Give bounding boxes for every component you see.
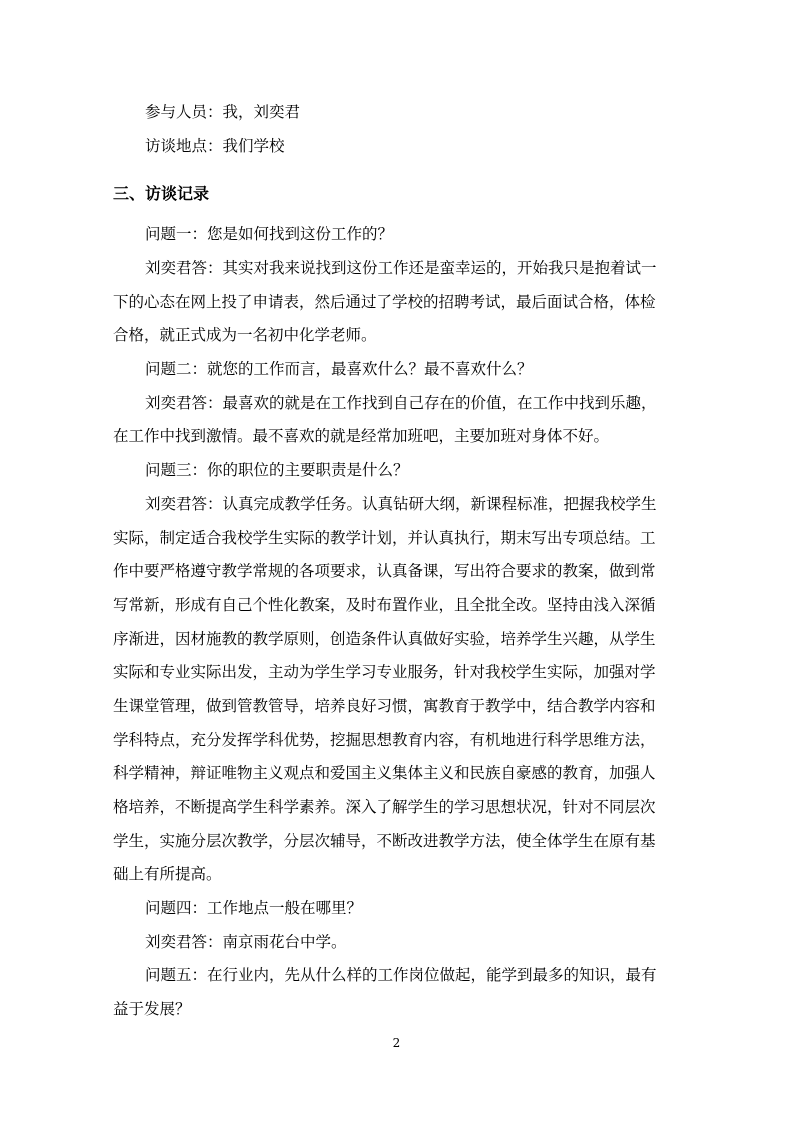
answer-3-line-4: 写常新，形成有自己个性化教案，及时布置作业，且全批全改。坚持由浅入深循 bbox=[113, 596, 656, 614]
question-2: 问题二：就您的工作而言，最喜欢什么？最不喜欢什么？ bbox=[145, 360, 533, 378]
answer-1-line-3: 合格，就正式成为一名初中化学老师。 bbox=[113, 326, 377, 344]
answer-3-line-8: 学科特点，充分发挥学科优势，挖掘思想教育内容，有机地进行科学思维方法， bbox=[113, 731, 656, 749]
answer-3-line-9: 科学精神，辩证唯物主义观点和爱国主义集体主义和民族自豪感的教育，加强人 bbox=[113, 764, 656, 782]
question-5-line-1: 问题五：在行业内，先从什么样的工作岗位做起，能学到最多的知识，最有 bbox=[145, 966, 657, 984]
answer-2-line-1: 刘奕君答：最喜欢的就是在工作找到自己存在的价值，在工作中找到乐趣， bbox=[145, 394, 657, 412]
answer-2-line-2: 在工作中找到激情。最不喜欢的就是经常加班吧，主要加班对身体不好。 bbox=[113, 427, 610, 445]
question-5-line-2: 益于发展？ bbox=[113, 1000, 191, 1018]
answer-3-line-11: 学生，实施分层次教学，分层次辅导，不断改进教学方法，使全体学生在原有基 bbox=[113, 832, 656, 850]
answer-3-line-3: 作中要严格遵守教学常规的各项要求，认真备课，写出符合要求的教案，做到常 bbox=[113, 562, 656, 580]
answer-3-line-2: 实际，制定适合我校学生实际的教学计划，并认真执行，期末写出专项总结。工 bbox=[113, 529, 656, 547]
answer-3-line-5: 序渐进，因材施教的教学原则，创造条件认真做好实验，培养学生兴趣，从学生 bbox=[113, 630, 656, 648]
answer-3-line-12: 础上有所提高。 bbox=[113, 865, 222, 883]
answer-3-line-7: 生课堂管理，做到管教管导，培养良好习惯，寓教育于教学中，结合教学内容和 bbox=[113, 697, 656, 715]
answer-4: 刘奕君答：南京雨花台中学。 bbox=[145, 933, 347, 951]
answer-3-line-6: 实际和专业实际出发，主动为学生学习专业服务，针对我校学生实际，加强对学 bbox=[113, 663, 656, 681]
answer-3-line-10: 格培养，不断提高学生科学素养。深入了解学生的学习思想状况，针对不同层次 bbox=[113, 798, 656, 816]
answer-3-line-1: 刘奕君答：认真完成教学任务。认真钻研大纲，新课程标准，把握我校学生 bbox=[145, 495, 657, 513]
participants-line: 参与人员：我，刘奕君 bbox=[145, 103, 301, 121]
page-number: 2 bbox=[392, 1036, 401, 1050]
location-line: 访谈地点：我们学校 bbox=[145, 137, 285, 155]
question-1: 问题一：您是如何找到这份工作的？ bbox=[145, 225, 394, 243]
question-4: 问题四：工作地点一般在哪里？ bbox=[145, 899, 363, 917]
section-heading: 三、访谈记录 bbox=[113, 184, 210, 203]
answer-1-line-1: 刘奕君答：其实对我来说找到这份工作还是蛮幸运的，开始我只是抱着试一 bbox=[145, 259, 657, 277]
answer-1-line-2: 下的心态在网上投了申请表，然后通过了学校的招聘考试，最后面试合格，体检 bbox=[113, 293, 656, 311]
question-3: 问题三：你的职位的主要职责是什么？ bbox=[145, 461, 409, 479]
